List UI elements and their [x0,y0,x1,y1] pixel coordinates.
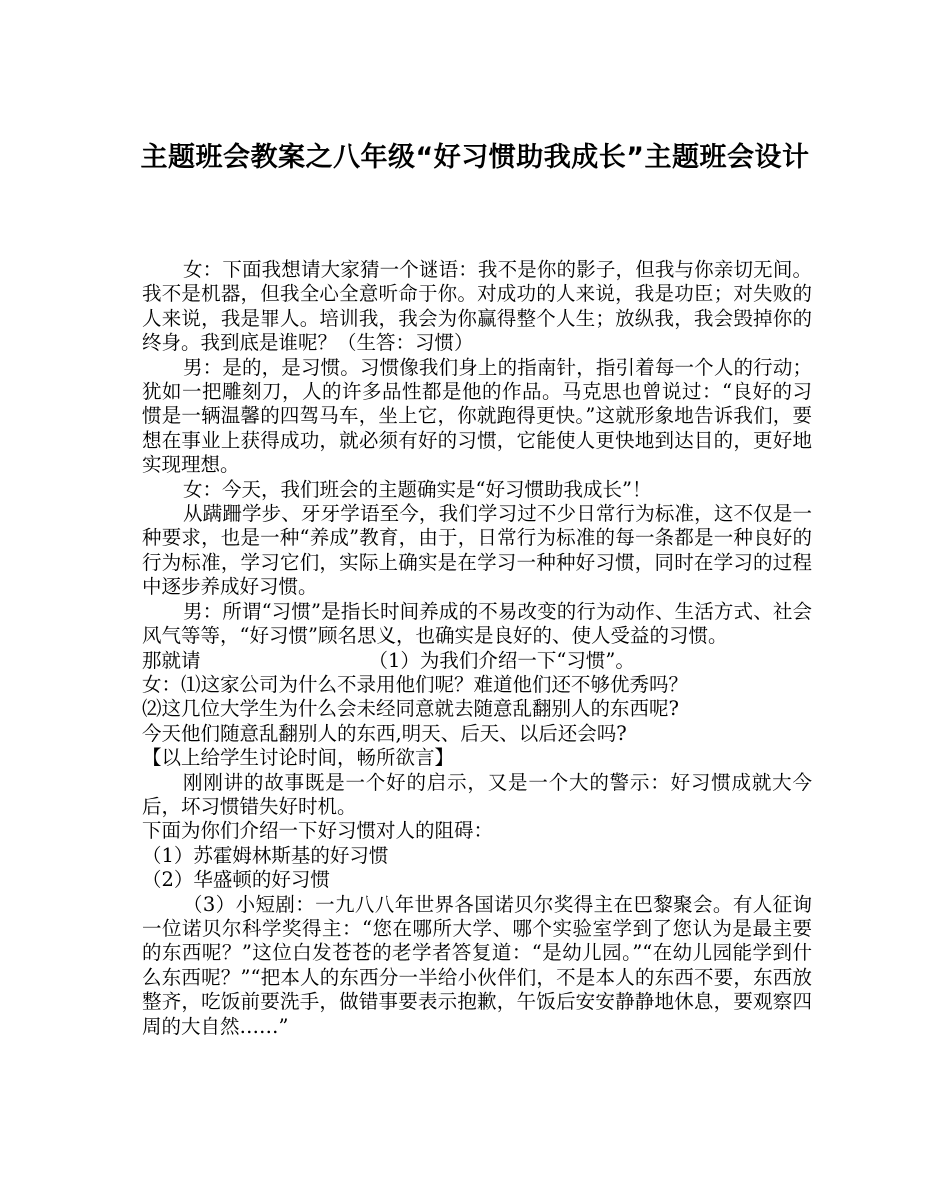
paragraph-warning: 刚刚讲的故事既是一个好的启示，又是一个大的警示：好习惯成就大今后，坏习惯错失好时机。 [142,770,812,818]
paragraph-standards: 从蹒跚学步、牙牙学语至今，我们学习过不少日常行为标准，这不仅是一种要求，也是一种“养成”教育，由于，日常行为标准的每一条都是一种良好的行为标准，学习它们，实际上确实是在学习一种种好习惯，同时在学习的过程中逐步养成好习惯。 [142,502,812,599]
paragraph-theme: 女：今天，我们班会的主题确实是“好习惯助我成长”！ [183,477,652,501]
invite-line [142,649,812,673]
intro-line: 下面为你们介绍一下好习惯对人的阻碍： [142,819,494,843]
list-item: （1）苏霍姆林斯基的好习惯 [142,843,389,867]
question-line-3: 今天他们随意乱翻别人的东西,明天、后天、以后还会吗? [142,721,627,745]
discussion-note: 【以上给学生讨论时间，畅所欲言】 [142,746,455,770]
question-line-1: 女：⑴这家公司为什么不录用他们呢？难道他们还不够优秀吗？ [142,672,689,696]
question-line-2: ⑵这几位大学生为什么会未经同意就去随意乱翻别人的东西呢? [142,697,679,721]
list-item: （3）小短剧：一九八八年世界各国诺贝尔奖得主在巴黎聚会。有人征询一位诺贝尔科学奖得主：“您在哪所大学、哪个实验室学到了您认为是最主要的东西呢？”这位白发苍苍的老学者答复道：“是幼儿园。”“在幼儿园能学到什么东西呢？”“把本人的东西分一半给小伙伴们，不是本人的东西不要，东西放整齐，吃饭前要洗手，做错事要表示抱歉，午饭后安安静静地休息，要观察四周的大自然……” [142,892,812,1038]
paragraph-definition: 男：所谓“习惯”是指长时间养成的不易改变的行为动作、生活方式、社会风气等等，“好习惯”顾名思义，也确实是良好的、使人受益的习惯。 [142,599,812,648]
paragraph-habit-compass: 男：是的，是习惯。习惯像我们身上的指南针，指引着每一个人的行动；犹如一把雕刻刀，人的许多品性都是他的作品。马克思也曾说过：“良好的习惯是一辆温馨的四驾马车，坐上它，你就跑得更快。”这就形象地告诉我们，要想在事业上获得成功，就必须有好的习惯，它能使人更快地到达目的，更好地实现理想。 [142,355,812,477]
paragraph-riddle: 女：下面我想请大家猜一个谜语：我不是你的影子，但我与你亲切无间。我不是机器，但我全心全意听命于你。对成功的人来说，我是功臣；对失败的人来说，我是罪人。培训我，我会为你赢得整个人生；放纵我，我会毁掉你的终身。我到底是谁呢？（生答：习惯） [142,258,812,355]
list-item: （2）华盛顿的好习惯 [142,868,330,892]
document-title: 主题班会教案之八年级“好习惯助我成长”主题班会设计 [140,142,810,173]
invite-right: （1）为我们介绍一下“习惯”。 [368,648,635,672]
invite-left: 那就请 [142,648,201,672]
document-body [142,258,812,1039]
